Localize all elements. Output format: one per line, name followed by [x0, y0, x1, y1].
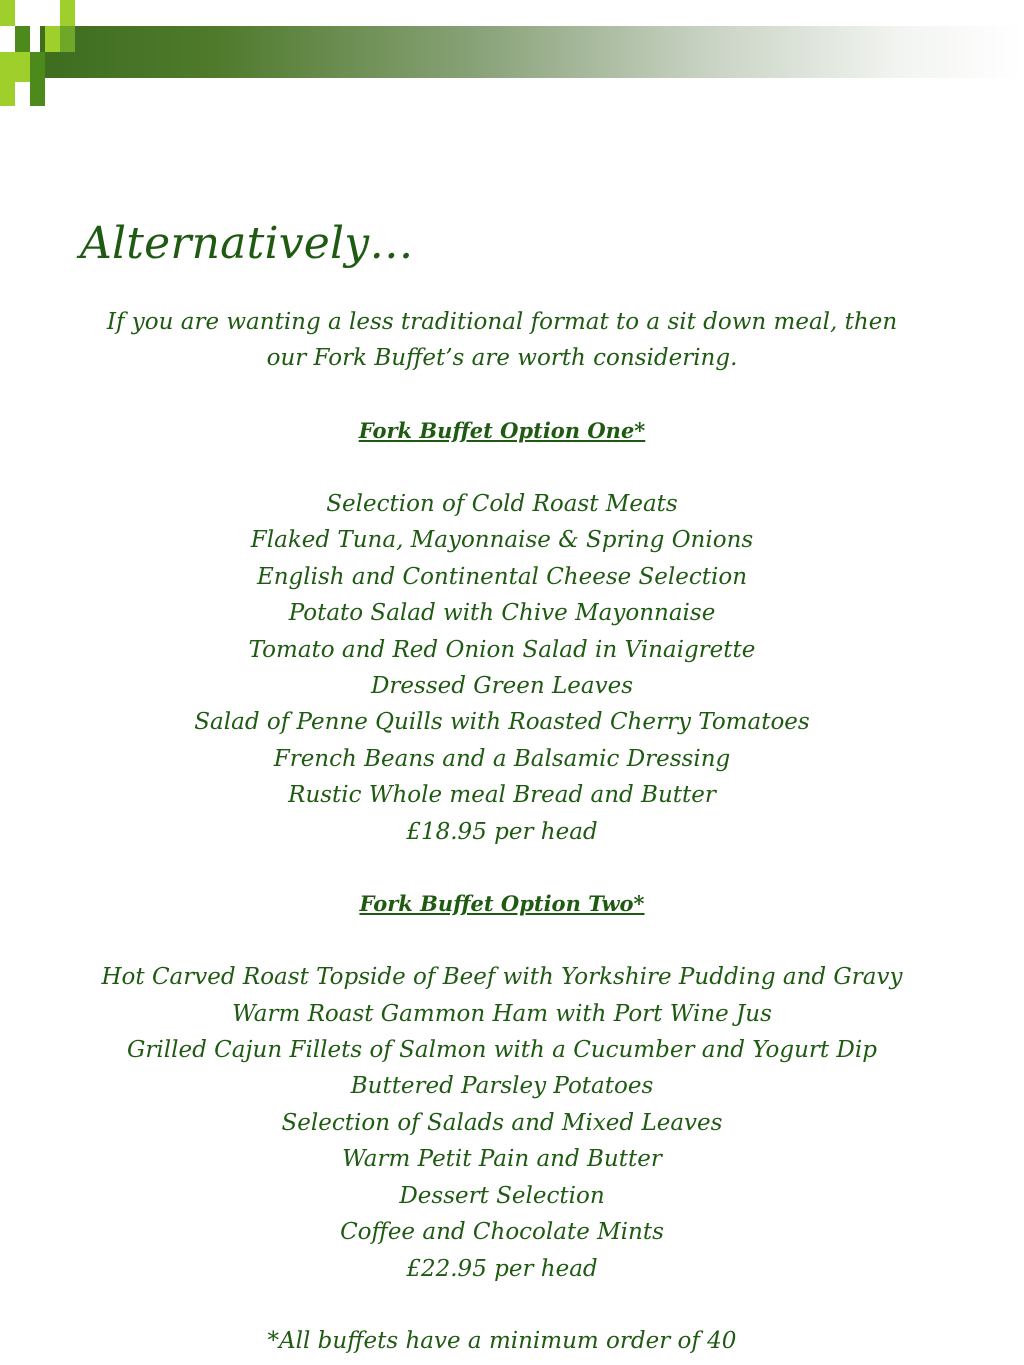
menu-item: Buttered Parsley Potatoes	[350, 1073, 654, 1100]
menu-item: Rustic Whole meal Bread and Butter	[288, 782, 716, 809]
header-square	[30, 82, 45, 106]
option-two-heading: Fork Buffet Option Two*	[359, 891, 645, 917]
menu-item: Dessert Selection	[399, 1182, 605, 1209]
option-one-heading: Fork Buffet Option One*	[358, 418, 646, 444]
header-square	[60, 0, 75, 26]
menu-item: Warm Petit Pain and Butter	[342, 1146, 662, 1173]
menu-item: Selection of Cold Roast Meats	[326, 491, 678, 517]
menu-item: Grilled Cajun Fillets of Salmon with a Cucumber and Yogurt Dip	[127, 1037, 877, 1064]
menu-item: Hot Carved Roast Topside of Beef with Yorkshire Pudding and Gravy	[101, 964, 903, 991]
menu-item: Warm Roast Gammon Ham with Port Wine Jus	[232, 1000, 772, 1027]
header-square	[60, 26, 75, 52]
menu-item: Dressed Green Leaves	[370, 673, 634, 700]
header-square	[15, 26, 30, 52]
menu-item: Selection of Salads and Mixed Leaves	[281, 1109, 723, 1136]
menu-item: Tomato and Red Onion Salad in Vinaigrette	[248, 636, 756, 663]
decorative-header-band	[0, 0, 1024, 110]
menu-item: Potato Salad with Chive Mayonnaise	[288, 600, 716, 627]
header-square	[15, 0, 30, 26]
header-square	[0, 0, 15, 26]
intro-line: our Fork Buffet’s are worth considering.	[266, 345, 738, 372]
page-title: Alternatively…	[80, 218, 414, 269]
menu-item: English and Continental Cheese Selection	[256, 563, 748, 590]
menu-content	[60, 304, 944, 1360]
header-square	[30, 52, 45, 82]
header-square	[45, 26, 60, 52]
menu-item: Flaked Tuna, Mayonnaise & Spring Onions	[250, 527, 754, 554]
header-square	[0, 52, 30, 82]
footnote: *All buffets have a minimum order of 40	[267, 1328, 737, 1355]
option-two-price: £22.95 per head	[406, 1255, 598, 1282]
gradient-bar	[40, 26, 1024, 78]
menu-item: Salad of Penne Quills with Roasted Cherry Tomatoes	[194, 709, 810, 736]
option-one-price: £18.95 per head	[406, 818, 598, 845]
header-square	[0, 82, 15, 106]
intro-line: If you are wanting a less traditional format to a sit down meal, then	[106, 309, 898, 335]
menu-item: Coffee and Chocolate Mints	[340, 1219, 664, 1246]
menu-item: French Beans and a Balsamic Dressing	[273, 745, 731, 772]
